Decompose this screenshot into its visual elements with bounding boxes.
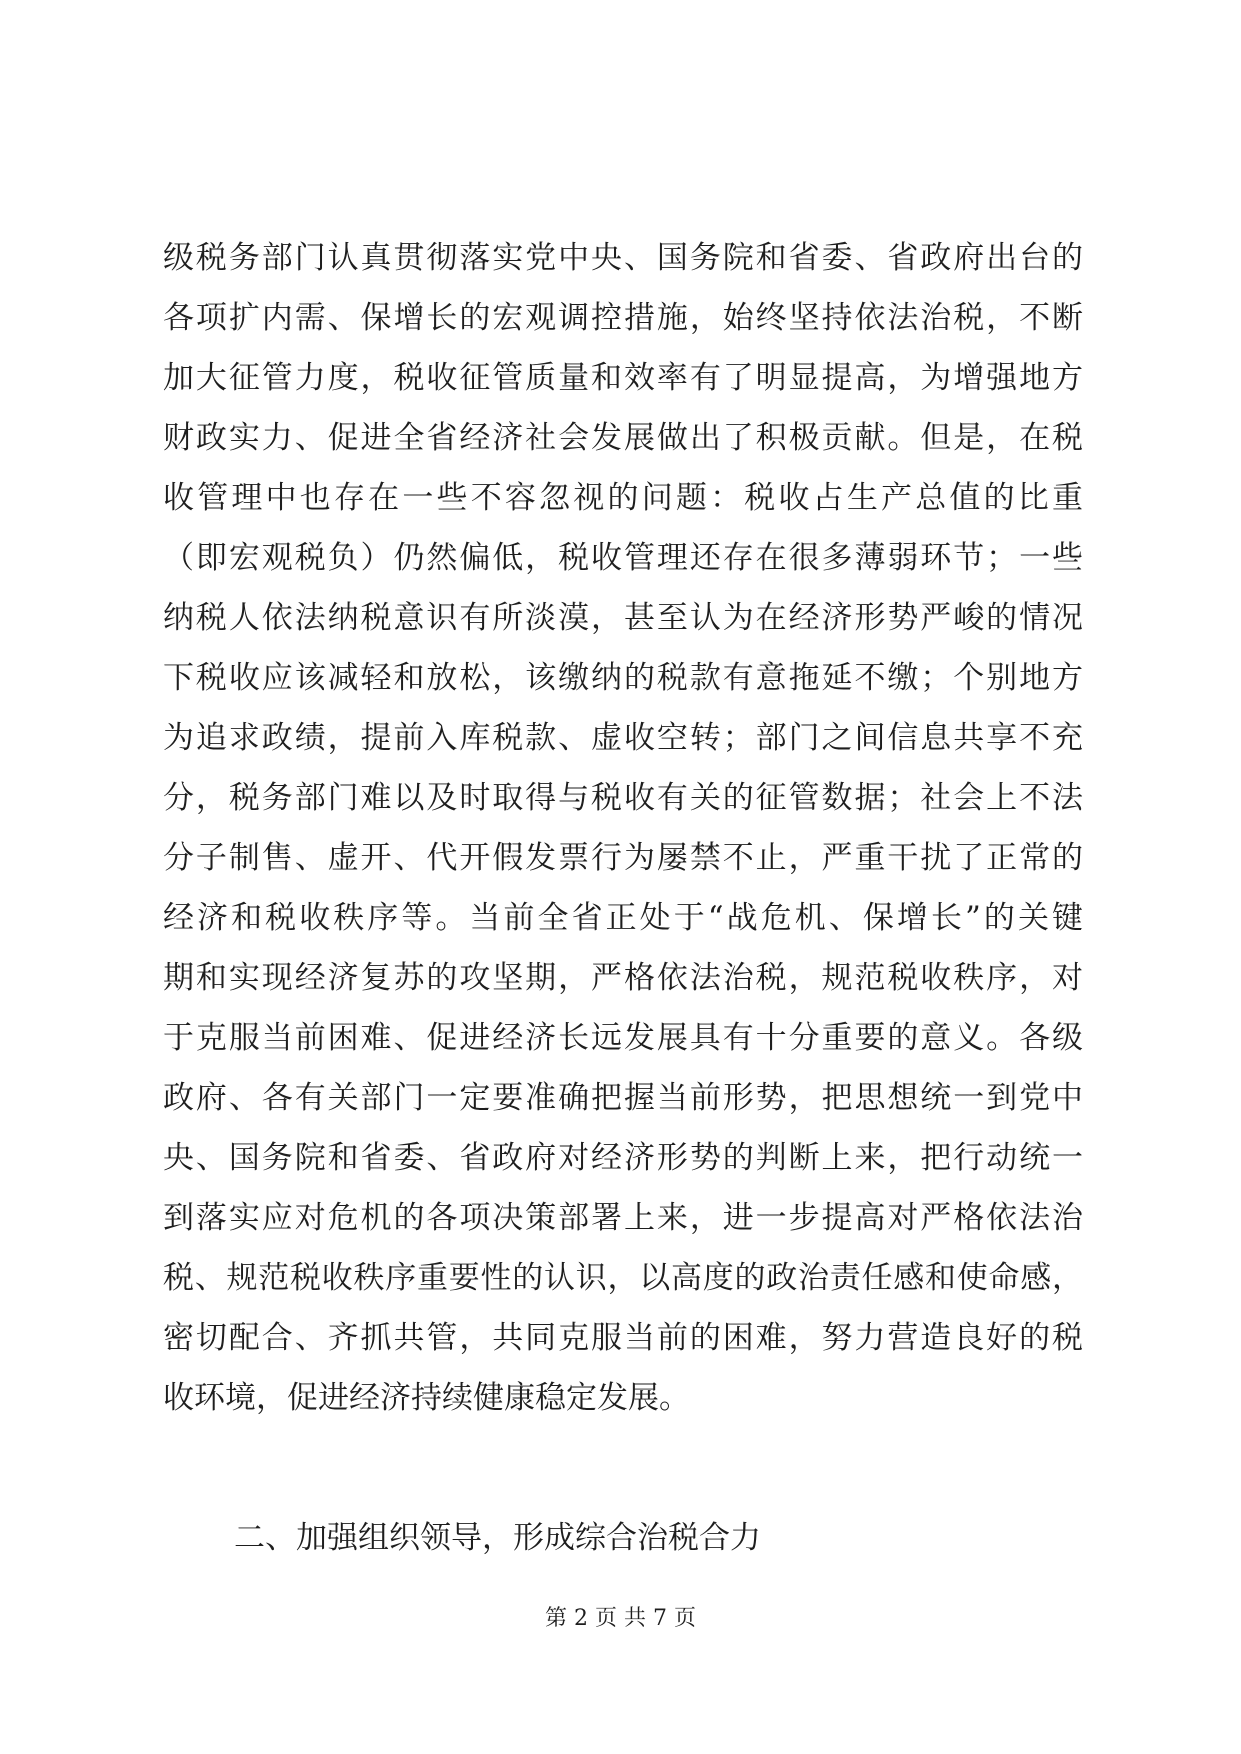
page-footer bbox=[0, 1604, 1241, 1634]
paragraph-line: 经济和税收秩序等。当前全省正处于“战危机、保增长”的关键 bbox=[163, 900, 1083, 936]
paragraph-line: 加大征管力度，税收征管质量和效率有了明显提高，为增强地方 bbox=[163, 360, 1083, 396]
paragraph-line: 下税收应该减轻和放松，该缴纳的税款有意拖延不缴；个别地方 bbox=[163, 660, 1083, 696]
paragraph-line: 为追求政绩，提前入库税款、虚收空转；部门之间信息共享不充 bbox=[163, 720, 1083, 756]
paragraph-line: 收环境，促进经济持续健康稳定发展。 bbox=[163, 1380, 690, 1416]
paragraph-line: 期和实现经济复苏的攻坚期，严格依法治税，规范税收秩序，对 bbox=[163, 960, 1083, 996]
paragraph-line: 政府、各有关部门一定要准确把握当前形势，把思想统一到党中 bbox=[163, 1080, 1083, 1116]
paragraph-line: 于克服当前困难、促进经济长远发展具有十分重要的意义。各级 bbox=[163, 1020, 1083, 1056]
section-heading: 二、加强组织领导，形成综合治税合力 bbox=[234, 1520, 761, 1556]
paragraph-line: 收管理中也存在一些不容忽视的问题：税收占生产总值的比重 bbox=[163, 480, 1083, 516]
paragraph-line: 纳税人依法纳税意识有所淡漠，甚至认为在经济形势严峻的情况 bbox=[163, 600, 1083, 636]
body-paragraph bbox=[163, 228, 1083, 1428]
paragraph-line: 分子制售、虚开、代开假发票行为屡禁不止，严重干扰了正常的 bbox=[163, 840, 1083, 876]
paragraph-line: 到落实应对危机的各项决策部署上来，进一步提高对严格依法治 bbox=[163, 1200, 1083, 1236]
paragraph-line: 财政实力、促进全省经济社会发展做出了积极贡献。但是，在税 bbox=[163, 420, 1083, 456]
paragraph-line: （即宏观税负）仍然偏低，税收管理还存在很多薄弱环节；一些 bbox=[163, 540, 1083, 576]
paragraph-line: 级税务部门认真贯彻落实党中央、国务院和省委、省政府出台的 bbox=[163, 240, 1083, 276]
paragraph-line: 密切配合、齐抓共管，共同克服当前的困难，努力营造良好的税 bbox=[163, 1320, 1083, 1356]
paragraph-line: 分，税务部门难以及时取得与税收有关的征管数据；社会上不法 bbox=[163, 780, 1083, 816]
page-indicator: 第 2 页 共 7 页 bbox=[545, 1606, 696, 1631]
paragraph-line: 央、国务院和省委、省政府对经济形势的判断上来，把行动统一 bbox=[163, 1140, 1083, 1176]
paragraph-line: 各项扩内需、保增长的宏观调控措施，始终坚持依法治税，不断 bbox=[163, 300, 1083, 336]
paragraph-line: 税、规范税收秩序重要性的认识，以高度的政治责任感和使命感， bbox=[163, 1260, 1083, 1296]
